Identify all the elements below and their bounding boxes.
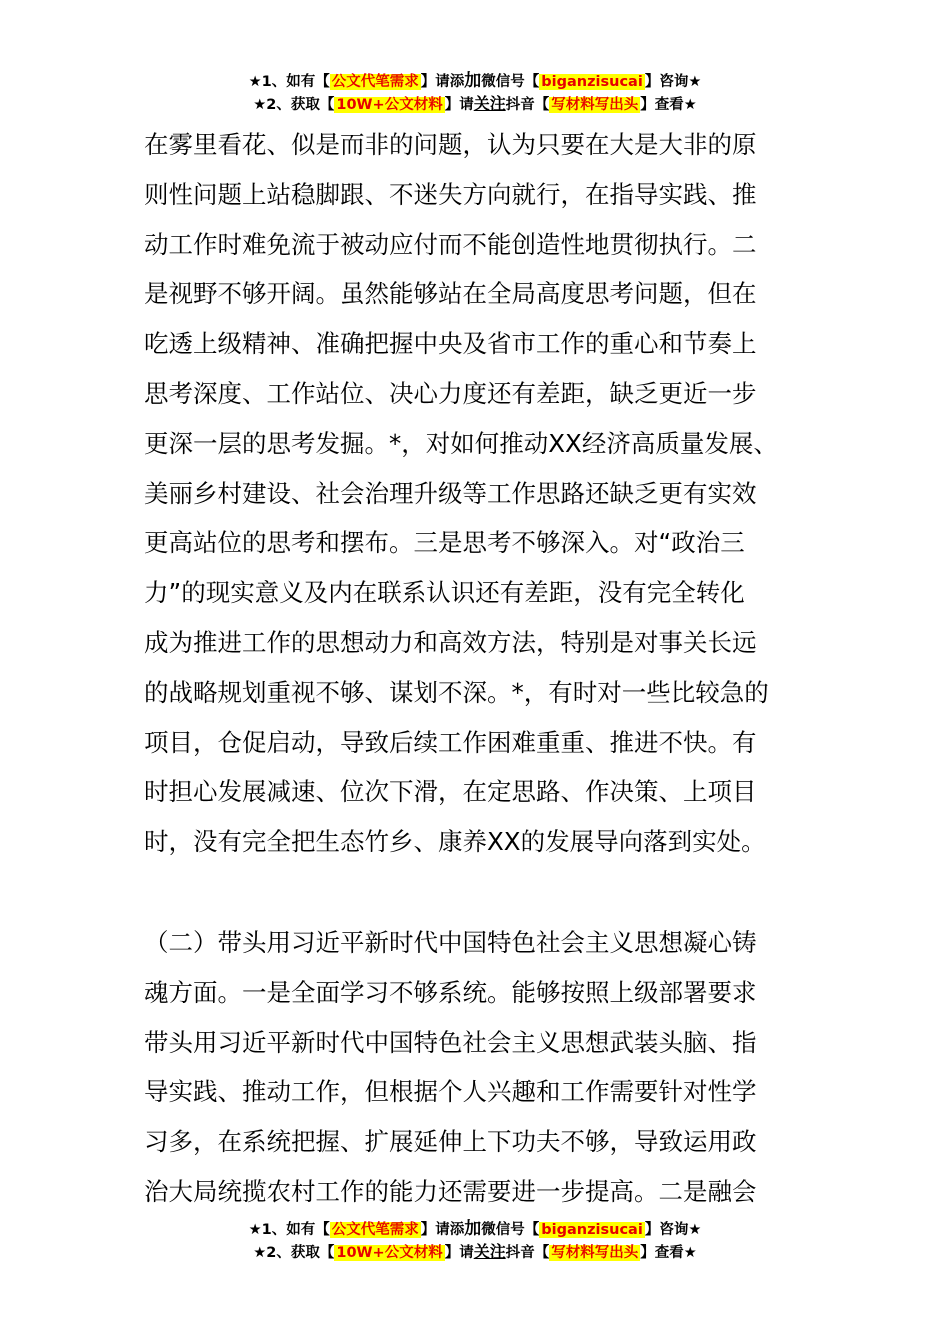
- banner-text: 】请添: [420, 74, 465, 90]
- text-line: 的战略规划重视不够、谋划不深。*，有时对一些比较急的: [144, 677, 769, 707]
- banner-text: 】查看★: [640, 1245, 697, 1261]
- banner-text: ★2、获取【: [253, 1245, 335, 1261]
- banner-text: 微信号【: [481, 74, 540, 90]
- banner-highlight: 写材料写出头: [551, 1245, 639, 1261]
- text-line: 是视野不够开阔。虽然能够站在全局高度思考问题，但在: [144, 279, 757, 309]
- banner-highlight: 公文代笔需求: [331, 74, 419, 90]
- banner-text: 】请: [444, 1245, 474, 1261]
- text-line: 力”的现实意义及内在联系认识还有差距，没有完全转化: [144, 578, 745, 608]
- banner-text: 微信号【: [481, 1222, 540, 1238]
- text-line: 时，没有完全把生态竹乡、康养XX的发展导向落到实处。: [144, 827, 766, 857]
- text-line: 更深一层的思考发掘。*，对如何推动XX经济高质量发展、: [144, 428, 778, 458]
- banner-highlight: 写材料写出头: [551, 97, 639, 113]
- text-line: 习多，在系统把握、扩展延伸上下功夫不够，导致运用政: [144, 1127, 757, 1157]
- banner-highlight: 10W+公文材料: [336, 97, 443, 113]
- banner-text: 】查看★: [640, 97, 697, 113]
- banner-highlight: 10W+公文材料: [336, 1245, 443, 1261]
- text-line: 在雾里看花、似是而非的问题，认为只要在大是大非的原: [144, 130, 757, 159]
- banner-text: 抖音【: [505, 1245, 550, 1261]
- banner-text: 】咨询★: [644, 74, 702, 90]
- banner-emphasis: 加: [464, 71, 482, 91]
- text-line: 思考深度、工作站位、决心力度还有差距，缺乏更近一步: [144, 378, 757, 408]
- paragraph-2: [144, 918, 808, 1217]
- text-line: 美丽乡村建设、社会治理升级等工作思路还缺乏更有实效: [144, 478, 757, 508]
- text-line: 成为推进工作的思想动力和高效方法，特别是对事关长远: [144, 627, 757, 657]
- banner-emphasis: 加: [464, 1219, 482, 1239]
- text-line: 更高站位的思考和摆布。三是思考不够深入。对“政治三: [144, 528, 745, 558]
- text-line: 项目，仓促启动，导致后续工作困难重重、推进不快。有: [144, 727, 757, 757]
- banner-emphasis: 关注: [473, 94, 506, 113]
- banner-highlight: 公文代笔需求: [331, 1222, 419, 1238]
- header-banner: [0, 70, 950, 116]
- banner-line-1: [0, 1218, 950, 1241]
- text-line: 吃透上级精神、准确把握中央及省市工作的重心和节奏上: [144, 329, 757, 359]
- banner-highlight: biganzisucai: [541, 74, 643, 90]
- footer-banner: [0, 1218, 950, 1264]
- banner-text: ★2、获取【: [253, 97, 335, 113]
- text-line: 魂方面。一是全面学习不够系统。能够按照上级部署要求: [144, 977, 757, 1007]
- text-line: 则性问题上站稳脚跟、不迷失方向就行，在指导实践、推: [144, 179, 757, 209]
- banner-line-2: [0, 1241, 950, 1264]
- banner-line-2: [0, 93, 950, 116]
- banner-text: 】咨询★: [644, 1222, 702, 1238]
- text-line: 动工作时难免流于被动应付而不能创造性地贯彻执行。二: [144, 229, 757, 259]
- banner-text: 】请添: [420, 1222, 465, 1238]
- text-line: 时担心发展减速、位次下滑，在定思路、作决策、上项目: [144, 777, 757, 807]
- text-line: 治大局统揽农村工作的能力还需要进一步提高。二是融会: [144, 1176, 757, 1206]
- banner-line-1: [0, 70, 950, 93]
- banner-emphasis: 关注: [473, 1242, 506, 1261]
- banner-text: ★1、如有【: [248, 74, 330, 90]
- banner-highlight: biganzisucai: [541, 1222, 643, 1238]
- text-line: （二）带头用习近平新时代中国特色社会主义思想凝心铸: [144, 928, 757, 957]
- paragraph-1: [144, 120, 808, 867]
- text-line: 带头用习近平新时代中国特色社会主义思想武装头脑、指: [144, 1027, 757, 1057]
- text-line: 导实践、推动工作，但根据个人兴趣和工作需要针对性学: [144, 1077, 757, 1107]
- banner-text: 抖音【: [505, 97, 550, 113]
- banner-text: 】请: [444, 97, 474, 113]
- banner-text: ★1、如有【: [248, 1222, 330, 1238]
